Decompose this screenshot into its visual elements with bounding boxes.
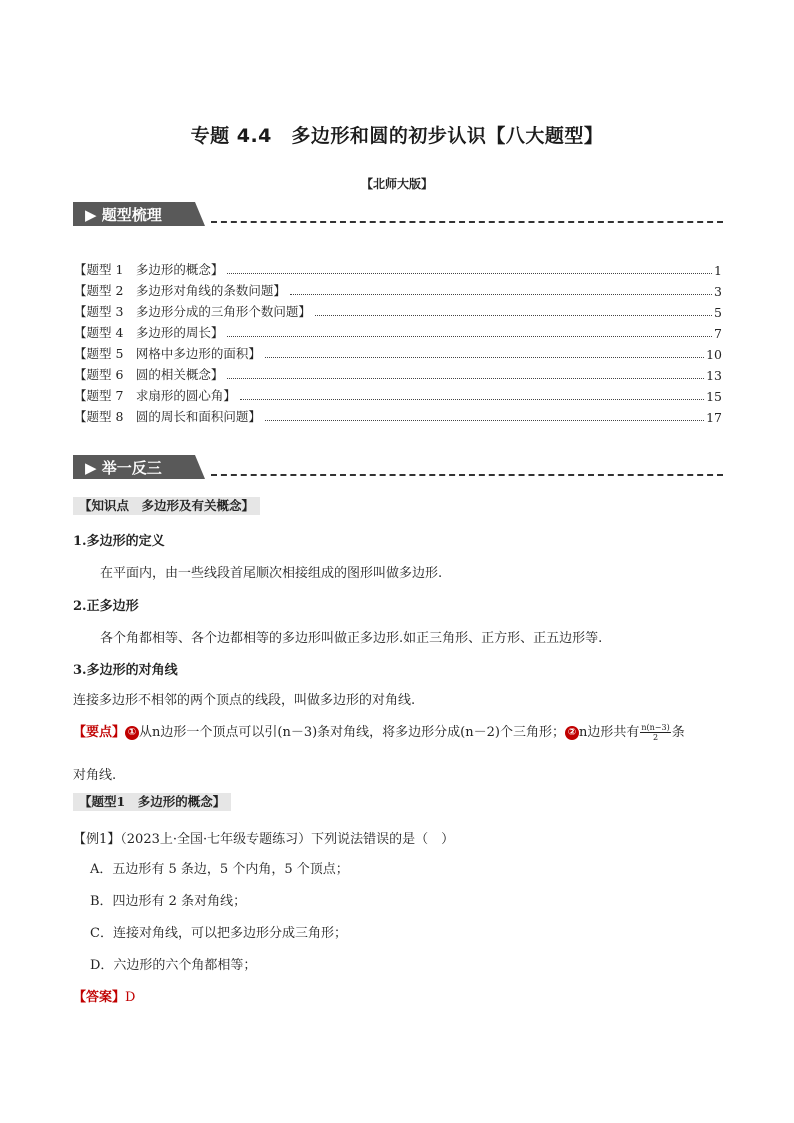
toc-page-number: 13: [706, 368, 722, 383]
fraction-numerator: n(n−3): [641, 723, 670, 732]
toc-page-number: 10: [706, 347, 722, 362]
definition-heading: 2.正多边形: [73, 599, 139, 614]
definition-heading: 3.多边形的对角线: [73, 663, 178, 678]
toc-item-label: 【题型 7 求扇形的圆心角】: [74, 388, 236, 403]
question-type-label: 【题型1 多边形的概念】: [73, 793, 231, 811]
option-a: A．五边形有 5 条边，5 个内角，5 个顶点；: [90, 862, 349, 877]
toc-item-label: 【题型 1 多边形的概念】: [74, 262, 224, 277]
toc-leader-dots: [227, 378, 704, 379]
toc-item[interactable]: [74, 321, 722, 341]
keypoint-paragraph: [73, 721, 733, 742]
example-text: （2023上·全国·七年级专题练习）下列说法错误的是（ ）: [120, 832, 455, 847]
toc-leader-dots: [227, 336, 712, 337]
option-b: B．四边形有 2 条对角线；: [90, 894, 247, 909]
section-toc-header: [73, 202, 723, 226]
toc-item-label: 【题型 3 多边形分成的三角形个数问题】: [74, 304, 311, 319]
toc-page-number: 7: [714, 326, 722, 341]
example-question: [73, 828, 454, 847]
option-c: C．连接对角线，可以把多边形分成三角形；: [90, 926, 347, 941]
toc-item[interactable]: [74, 342, 722, 362]
fraction: [640, 723, 670, 742]
definition-text: 各个角都相等、各个边都相等的多边形叫做正多边形.如正三角形、正方形、正五边形等.: [100, 631, 603, 646]
definition-text: 连接多边形不相邻的两个顶点的线段，叫做多边形的对角线.: [73, 693, 416, 708]
toc-leader-dots: [290, 294, 712, 295]
knowledge-point-label: 【知识点 多边形及有关概念】: [73, 497, 260, 515]
toc-item-label: 【题型 5 网格中多边形的面积】: [74, 346, 261, 361]
keypoint-text: 条: [671, 725, 685, 740]
keypoint-text: 对角线.: [73, 768, 117, 783]
page-title: 专题 4.4 多边形和圆的初步认识【八大题型】: [190, 125, 604, 147]
definition-heading: 1.多边形的定义: [73, 534, 165, 549]
toc-leader-dots: [227, 273, 712, 274]
answer-value: D: [125, 990, 136, 1005]
fraction-denominator: 2: [652, 733, 659, 742]
toc-item[interactable]: [74, 405, 722, 425]
example-label: 【例1】: [73, 832, 121, 847]
toc-page-number: 5: [714, 305, 722, 320]
dashed-divider: [211, 221, 723, 223]
play-arrow-icon: ▶: [85, 459, 97, 477]
play-arrow-icon: ▶: [85, 206, 97, 224]
toc-item[interactable]: [74, 363, 722, 383]
option-d: D．六边形的六个角都相等；: [90, 958, 257, 973]
dashed-divider: [211, 474, 723, 476]
circled-one-icon: ①: [125, 726, 139, 740]
toc-page-number: 17: [706, 410, 722, 425]
answer-line: [73, 986, 135, 1005]
toc-leader-dots: [240, 399, 704, 400]
section-title: 题型梳理: [101, 206, 162, 224]
toc-page-number: 15: [706, 389, 722, 404]
toc-page-number: 3: [714, 284, 722, 299]
definition-text: 在平面内，由一些线段首尾顺次相接组成的图形叫做多边形.: [100, 566, 443, 581]
toc-item[interactable]: [74, 279, 722, 299]
toc-item-label: 【题型 2 多边形对角线的条数问题】: [74, 283, 286, 298]
toc-item-label: 【题型 6 圆的相关概念】: [74, 367, 224, 382]
toc-item-label: 【题型 4 多边形的周长】: [74, 325, 224, 340]
circled-two-icon: ②: [565, 726, 579, 740]
toc-leader-dots: [315, 315, 712, 316]
toc-leader-dots: [265, 420, 704, 421]
keypoint-text: 从n边形一个顶点可以引(n－3)条对角线，将多边形分成(n－2)个三角形；: [139, 725, 565, 740]
toc-leader-dots: [265, 357, 704, 358]
edition-label: 【北师大版】: [360, 177, 433, 191]
keypoint-text: n边形共有: [578, 725, 640, 740]
section-practice-header: [73, 455, 723, 479]
toc-item[interactable]: [74, 258, 722, 278]
toc-item[interactable]: [74, 384, 722, 404]
toc-page-number: 1: [714, 263, 722, 278]
answer-label: 【答案】: [73, 990, 126, 1005]
section-title: 举一反三: [101, 459, 162, 477]
keypoint-label: 【要点】: [73, 725, 126, 740]
toc-item-label: 【题型 8 圆的周长和面积问题】: [74, 409, 261, 424]
toc-item[interactable]: [74, 300, 722, 320]
